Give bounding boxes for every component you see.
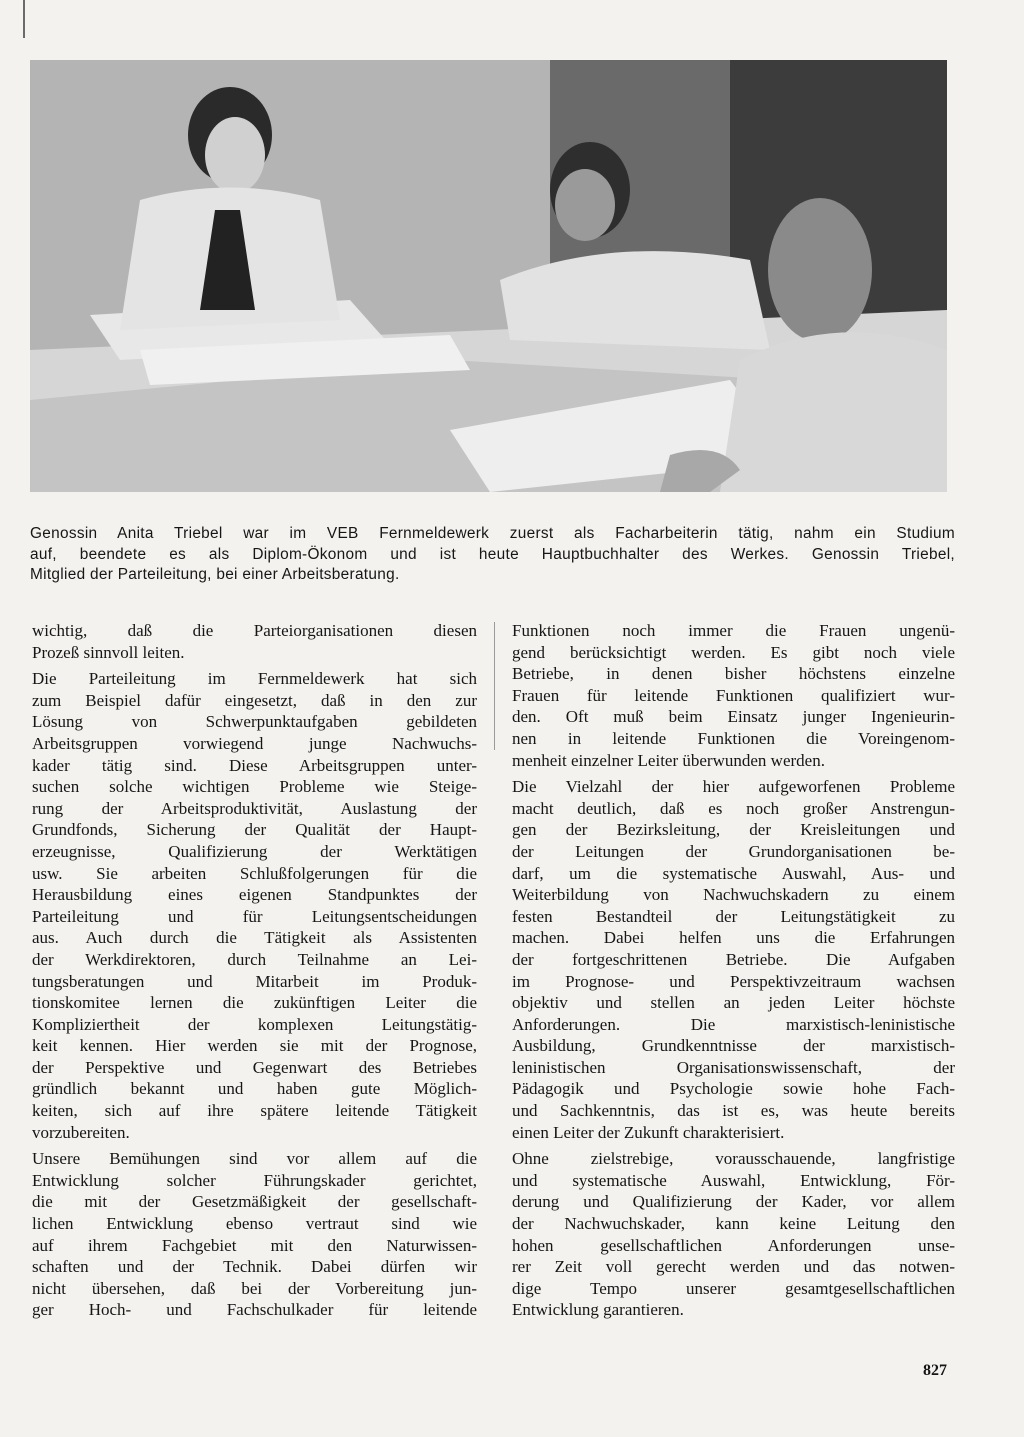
page-number: 827 — [923, 1362, 947, 1379]
caption-line: Genossin Anita Triebel war im VEB Fernmeldewerk zuerst als Facharbeiterin tätig, nahm ein Studium — [30, 525, 955, 542]
text-line: den. Oft muß beim Einsatz junger Ingenieurin- — [512, 707, 955, 727]
text-line: objektiv und stellen an jeden Leiter höchste — [512, 993, 955, 1013]
right-column — [512, 620, 955, 1326]
text-line: nen in leitende Funktionen die Voreingenom- — [512, 728, 955, 748]
text-line: usw. Sie arbeiten Schlußfolgerungen für die — [32, 863, 477, 883]
paragraph — [32, 1148, 477, 1321]
text-line: der Leitungen der Grundorganisationen be- — [512, 841, 955, 861]
text-line: nicht übersehen, daß bei der Vorbereitung jun- — [32, 1278, 477, 1298]
text-line: die mit der Gesetzmäßigkeit der gesellschaft- — [32, 1192, 477, 1212]
text-line: Herausbildung eines eigenen Standpunktes der — [32, 885, 477, 905]
text-line: Pädagogik und Psychologie sowie hohe Fach- — [512, 1079, 955, 1099]
text-line: dige Tempo unserer gesamtgesellschaftlichen — [512, 1278, 955, 1298]
text-line: der Nachwuchskader, kann keine Leitung den — [512, 1214, 955, 1234]
text-line: festen Bestandteil der Leitungstätigkeit zu — [512, 906, 955, 926]
text-line: derung und Qualifizierung der Kader, vor allem — [512, 1192, 955, 1212]
text-line: Entwicklung solcher Führungskader gerichtet, — [32, 1170, 477, 1190]
text-line: machen. Dabei helfen uns die Erfahrungen — [512, 928, 955, 948]
left-column — [32, 620, 477, 1326]
text-line: Anforderungen. Die marxistisch-leninistische — [512, 1014, 955, 1034]
text-line: der fortgeschrittenen Betriebe. Die Aufgaben — [512, 949, 955, 969]
text-line: Ausbildung, Grundkenntnisse der marxistisch- — [512, 1036, 955, 1056]
text-line: schaften und der Technik. Dabei dürfen wir — [32, 1257, 477, 1277]
text-line: rung der Arbeitsproduktivität, Auslastung der — [32, 798, 477, 818]
text-line: Arbeitsgruppen vorwiegend junge Nachwuchs- — [32, 733, 477, 753]
text-line: zum Beispiel dafür eingesetzt, daß in den zur — [32, 690, 477, 710]
text-line: wichtig, daß die Parteiorganisationen diesen — [32, 621, 477, 640]
paragraph — [512, 776, 955, 1143]
text-line: gründlich bekannt und haben gute Möglich- — [32, 1079, 477, 1099]
text-line: der Perspektive und Gegenwart des Betriebes — [32, 1057, 477, 1077]
text-line: Entwicklung garantieren. — [512, 1300, 684, 1320]
text-line: leninistischen Organisationswissenschaft, der — [512, 1057, 955, 1077]
photo-icon — [30, 60, 947, 492]
text-line: aus. Auch durch die Tätigkeit als Assistenten — [32, 928, 477, 948]
caption-line: Mitglied der Parteileitung, bei einer Arbeitsberatung. — [30, 566, 400, 583]
text-line: menheit einzelner Leiter überwunden werden. — [512, 750, 825, 770]
scan-margin-mark — [23, 0, 25, 38]
text-line: erzeugnisse, Qualifizierung der Werktätigen — [32, 841, 477, 861]
text-line: tungsberatungen und Mitarbeit im Produk- — [32, 971, 477, 991]
text-line: der Werkdirektoren, durch Teilnahme an Lei- — [32, 949, 477, 969]
text-line: Prozeß sinnvoll leiten. — [32, 642, 185, 662]
text-line: tionskomitee lernen die zukünftigen Leiter die — [32, 993, 477, 1013]
text-line: Funktionen noch immer die Frauen ungenü- — [512, 621, 955, 640]
text-line: Lösung von Schwerpunktaufgaben gebildeten — [32, 712, 477, 732]
text-line: gend berücksichtigt werden. Es gibt noch viele — [512, 642, 955, 662]
caption-line: auf, beendete es als Diplom-Ökonom und ist heute Hauptbuchhalter des Werkes. Genossin Triebel, — [30, 545, 955, 563]
text-line: keit kennen. Hier werden sie mit der Prognose, — [32, 1036, 477, 1056]
text-line: hohen gesellschaftlichen Anforderungen unse- — [512, 1235, 955, 1255]
text-line: im Prognose- und Perspektivzeitraum wachsen — [512, 971, 955, 991]
text-line: lichen Entwicklung ebenso vertraut sind wie — [32, 1214, 477, 1234]
text-line: suchen solche wichtigen Probleme wie Steige- — [32, 777, 477, 797]
text-line: einen Leiter der Zukunft charakterisiert. — [512, 1122, 785, 1142]
text-line: Unsere Bemühungen sind vor allem auf die — [32, 1149, 477, 1169]
text-line: Weiterbildung von Nachwuchskadern zu einem — [512, 885, 955, 905]
text-line: ger Hoch- und Fachschulkader für leitende — [32, 1300, 477, 1320]
text-line: Betriebe, in denen bisher höchstens einzelne — [512, 664, 955, 684]
text-line: Die Vielzahl der hier aufgeworfenen Probleme — [512, 777, 955, 797]
column-divider — [494, 622, 495, 750]
text-line: Grundfonds, Sicherung der Qualität der Haupt- — [32, 820, 477, 840]
photo-office-meeting — [30, 60, 947, 492]
text-line: Die Parteileitung im Fernmeldewerk hat sich — [32, 669, 477, 689]
text-line: gen der Bezirksleitung, der Kreisleitungen und — [512, 820, 955, 840]
text-line: macht deutlich, daß es noch großer Anstrengun- — [512, 798, 955, 818]
text-line: kader tätig sind. Diese Arbeitsgruppen unter- — [32, 755, 477, 775]
text-line: und Sachkenntnis, das ist es, was heute bereits — [512, 1101, 955, 1121]
text-line: Ohne zielstrebige, vorausschauende, langfristige — [512, 1149, 955, 1169]
photo-caption — [30, 524, 955, 586]
text-line: keiten, sich auf ihre spätere leitende Tätigkeit — [32, 1101, 477, 1121]
text-line: vorzubereiten. — [32, 1122, 130, 1142]
paragraph — [512, 620, 955, 771]
text-line: Parteileitung und für Leitungsentscheidungen — [32, 906, 477, 926]
text-line: rer Zeit voll gerecht werden und das notwen- — [512, 1257, 955, 1277]
paragraph — [512, 1148, 955, 1321]
paragraph — [32, 620, 477, 663]
text-line: Kompliziertheit der komplexen Leitungstätig- — [32, 1014, 477, 1034]
text-line: darf, um die systematische Auswahl, Aus- und — [512, 863, 955, 883]
text-line: und systematische Auswahl, Entwicklung, För- — [512, 1170, 955, 1190]
text-line: auf ihrem Fachgebiet mit den Naturwissen- — [32, 1235, 477, 1255]
paragraph — [32, 668, 477, 1143]
text-line: Frauen für leitende Funktionen qualifiziert wur- — [512, 685, 955, 705]
